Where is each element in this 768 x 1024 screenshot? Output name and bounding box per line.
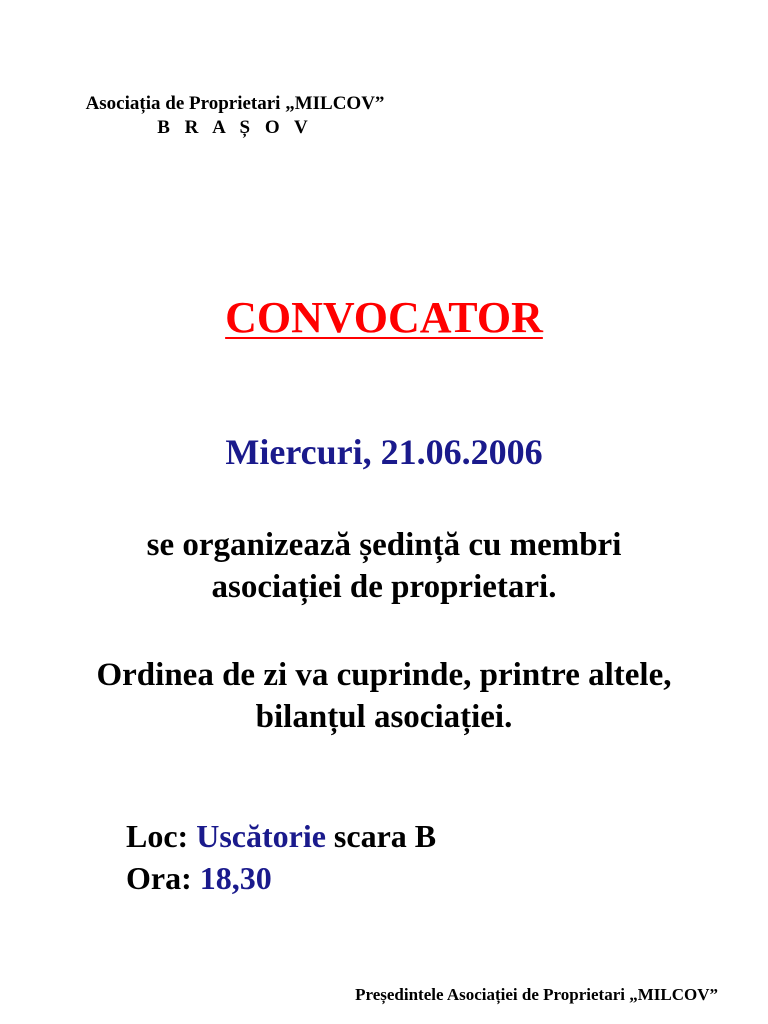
location-line [126, 816, 436, 856]
location-value: Uscătorie [196, 818, 326, 854]
agenda-line-1: Ordinea de zi va cuprinde, printre altele, [96, 657, 672, 693]
time-value: 18,30 [199, 860, 272, 896]
time-label: Ora: [126, 860, 192, 896]
announcement-line-2: asociației de proprietari. [211, 569, 557, 605]
signature-footer: Președintele Asociației de Proprietari „MILCOV” [355, 985, 718, 1004]
agenda-paragraph [0, 654, 768, 738]
location-label: Loc: [126, 818, 189, 854]
agenda-line-2: bilanțul asociației. [255, 699, 513, 735]
time-line [126, 858, 272, 898]
announcement-line-1: se organizează ședință cu membri [146, 527, 622, 563]
location-suffix: scara B [333, 818, 437, 854]
document-header [0, 92, 470, 140]
document-title: CONVOCATOR [225, 293, 543, 342]
announcement-paragraph [0, 524, 768, 608]
association-name: Asociația de Proprietari „MILCOV” [85, 93, 385, 114]
city-name: B R A Ș O V [157, 117, 313, 138]
meeting-date: Miercuri, 21.06.2006 [225, 432, 543, 472]
